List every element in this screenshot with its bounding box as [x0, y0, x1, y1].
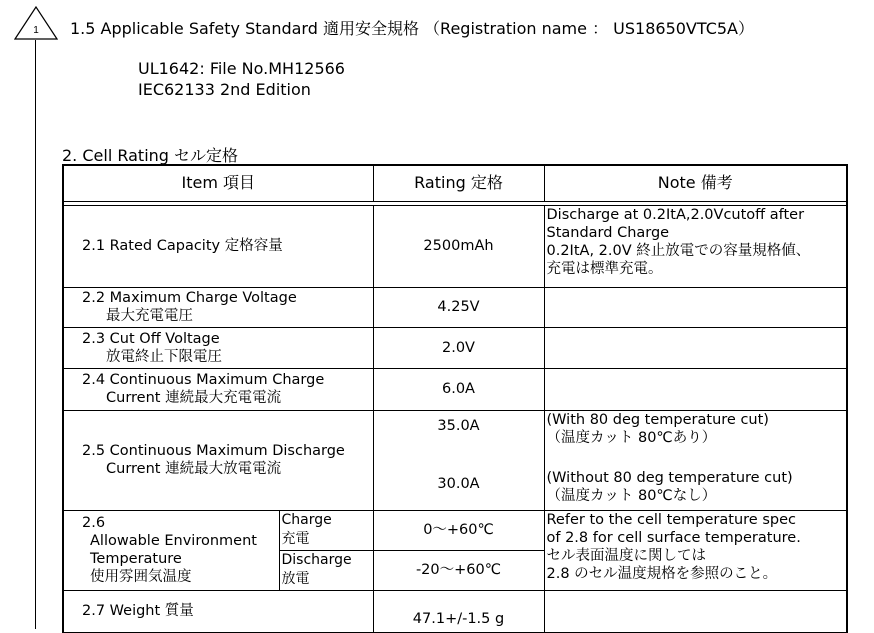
table-row	[63, 510, 847, 550]
note-weight	[544, 590, 847, 632]
table-row	[63, 590, 847, 632]
item-max-charge-voltage: 2.2 Maximum Charge Voltage 最大充電電圧	[63, 287, 373, 327]
revision-number: 1	[33, 25, 39, 36]
note-cont-max-discharge-current: (With 80 deg temperature cut) （温度カット 80℃あり） (Without 80 deg temperature cut) （温度カット 80℃なし）	[544, 410, 847, 510]
table-row	[63, 368, 847, 410]
table-row	[63, 410, 847, 510]
discharge-label: Discharge 放電	[279, 550, 373, 590]
header-rating: Rating 定格	[373, 165, 544, 201]
note-allowable-environment-temperature: Refer to the cell temperature spec of 2.8 for cell surface temperature. セル表面温度に関しては 2.8 のセル温度規格を参照のこと。	[544, 510, 847, 590]
cell-rating-table	[62, 164, 848, 633]
charge-label: Charge 充電	[279, 510, 373, 550]
rating-cont-max-discharge-current	[373, 410, 544, 510]
header-item: Item 項目	[63, 165, 373, 201]
table-row	[63, 327, 847, 368]
item-cut-off-voltage: 2.3 Cut Off Voltage 放電終止下限電圧	[63, 327, 373, 368]
table-row	[63, 205, 847, 287]
rating-charge-temperature: 0～+60℃	[373, 510, 544, 550]
section-1-5-heading: 1.5 Applicable Safety Standard 適用安全規格 （Registration name ： US18650VTC5A）	[70, 19, 755, 38]
note-max-charge-voltage	[544, 287, 847, 327]
rating-rated-capacity: 2500mAh	[373, 205, 544, 287]
section-2-title: 2. Cell Rating セル定格	[62, 146, 239, 165]
item-rated-capacity: 2.1 Rated Capacity 定格容量	[63, 205, 373, 287]
revision-triangle-icon	[14, 6, 58, 40]
item-cont-max-discharge-current: 2.5 Continuous Maximum Discharge Current 連続最大放電電流	[63, 410, 373, 510]
rating-without-temp-cut: 30.0A	[437, 475, 480, 492]
item-cont-max-charge-current: 2.4 Continuous Maximum Charge Current 連続最大充電電流	[63, 368, 373, 410]
rating-cut-off-voltage: 2.0V	[373, 327, 544, 368]
note-rated-capacity: Discharge at 0.2ItA,2.0Vcutoff after Standard Charge 0.2ItA, 2.0V 終止放電での容量規格値、 充電は標準充電。	[544, 205, 847, 287]
note-cut-off-voltage	[544, 327, 847, 368]
rating-discharge-temperature: -20～+60℃	[373, 550, 544, 590]
item-allowable-environment-temperature: 2.6 Allowable Environment Temperature 使用雰囲気温度	[63, 510, 279, 590]
note-cont-max-charge-current	[544, 368, 847, 410]
revision-line	[35, 40, 36, 629]
standard-ul1642: UL1642: File No.MH12566	[138, 59, 345, 78]
rating-max-charge-voltage: 4.25V	[373, 287, 544, 327]
table-row	[63, 287, 847, 327]
item-weight: 2.7 Weight 質量	[63, 590, 373, 632]
standard-iec62133: IEC62133 2nd Edition	[138, 80, 311, 99]
header-note: Note 備考	[544, 165, 847, 201]
rating-weight: 47.1+/-1.5 g	[373, 590, 544, 632]
rating-cont-max-charge-current: 6.0A	[373, 368, 544, 410]
rating-with-temp-cut: 35.0A	[437, 417, 480, 434]
